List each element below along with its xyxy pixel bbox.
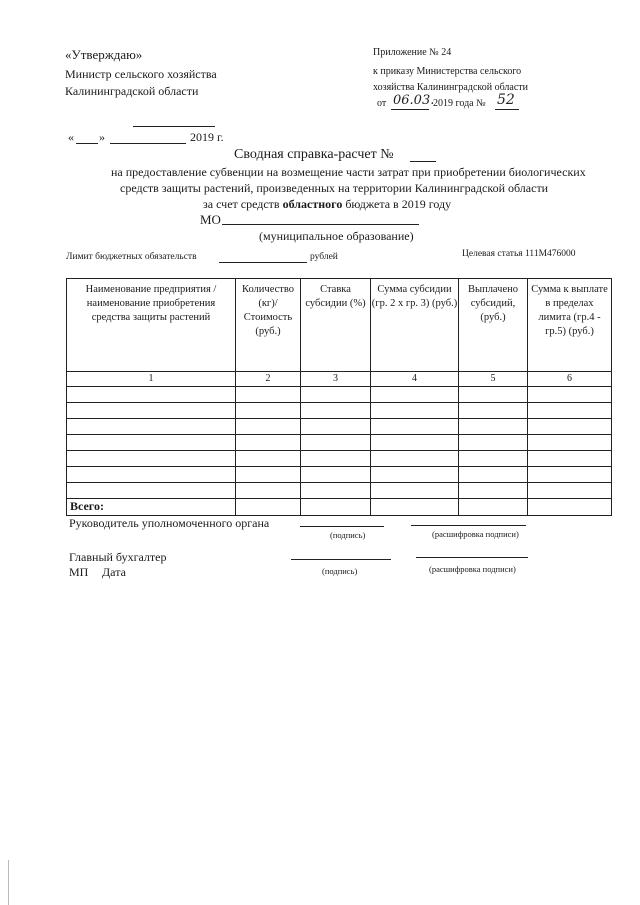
col-number: 1	[67, 372, 236, 387]
table-cell[interactable]	[371, 483, 459, 499]
table-header-row	[67, 279, 612, 372]
header-col-2: Количество (кг)/ Стоимость (руб.)	[236, 279, 301, 372]
table-cell[interactable]	[236, 499, 301, 516]
table-cell[interactable]	[528, 419, 612, 435]
scan-edge-mark	[8, 860, 9, 905]
title-sub3: за счет средств областного бюджета в 2019 году	[203, 197, 452, 211]
table-cell[interactable]	[528, 499, 612, 516]
mo-label: МО	[200, 212, 221, 227]
chief-decode-line	[416, 557, 528, 558]
table-cell[interactable]	[236, 467, 301, 483]
page-title: Сводная справка-расчет №	[234, 147, 394, 162]
table-cell[interactable]	[301, 387, 371, 403]
chief-sign-caption: (подпись)	[322, 566, 358, 576]
table-row	[67, 403, 612, 419]
table-cell[interactable]	[459, 403, 528, 419]
table-row	[67, 419, 612, 435]
chief-signature-line	[291, 559, 391, 560]
table-cell[interactable]	[528, 435, 612, 451]
stamp-label: МП	[69, 565, 89, 579]
limit-unit: рублей	[310, 252, 338, 262]
col-number: 4	[371, 372, 459, 387]
title-sub2: средств защиты растений, произведенных на территории Калининградской области	[120, 181, 549, 195]
signature-line-minister	[133, 126, 215, 127]
date-quote-close: »	[99, 130, 105, 144]
table-cell[interactable]	[67, 467, 236, 483]
table-cell[interactable]	[67, 419, 236, 435]
calculation-table	[66, 278, 612, 516]
head-decode-line	[411, 525, 526, 526]
table-cell[interactable]	[67, 451, 236, 467]
table-cell[interactable]	[301, 499, 371, 516]
date-day-line	[76, 143, 98, 144]
appendix-date-prefix: от	[377, 98, 387, 109]
table-row	[67, 467, 612, 483]
table-cell[interactable]	[236, 451, 301, 467]
col-number: 5	[459, 372, 528, 387]
chief-decode-caption: (расшифровка подписи)	[429, 564, 516, 574]
table-cell[interactable]	[301, 483, 371, 499]
table-cell[interactable]	[459, 499, 528, 516]
table-cell[interactable]	[236, 435, 301, 451]
table-cell[interactable]	[459, 467, 528, 483]
appendix-number-line	[495, 109, 519, 110]
table-row	[67, 435, 612, 451]
appendix-line1: Приложение № 24	[373, 47, 452, 58]
title-sub1: на предоставление субвенции на возмещение части затрат при приобретении биологических	[111, 165, 586, 179]
target-article: Целевая статья 111М476000	[462, 249, 576, 259]
table-cell[interactable]	[371, 403, 459, 419]
table-cell[interactable]	[236, 419, 301, 435]
appendix-line3: хозяйства Калининградской области	[373, 82, 529, 93]
column-number-row	[67, 372, 612, 387]
appendix-date-line	[391, 109, 429, 110]
table-cell[interactable]	[301, 419, 371, 435]
table-cell[interactable]	[371, 451, 459, 467]
title-number-line	[410, 161, 436, 162]
table-cell[interactable]	[371, 387, 459, 403]
chief-accountant-label: Главный бухгалтер	[69, 550, 167, 564]
header-col-6: Сумма к выплате в пределах лимита (гр.4 - гр.5) (руб.)	[528, 279, 612, 372]
approve-line2: Калининградской области	[65, 84, 199, 98]
header-col-1: Наименование предприятия / наименование приобретения средства защиты растений	[67, 279, 236, 372]
head-sign-caption: (подпись)	[330, 530, 366, 540]
table-cell[interactable]	[528, 451, 612, 467]
head-label: Руководитель уполномоченного органа	[69, 516, 270, 530]
table-cell[interactable]	[459, 451, 528, 467]
date-quote-open: «	[68, 130, 74, 144]
table-row	[67, 483, 612, 499]
total-label: Всего:	[67, 499, 236, 516]
table-cell[interactable]	[236, 483, 301, 499]
table-cell[interactable]	[528, 467, 612, 483]
head-signature-line	[300, 526, 384, 527]
table-row	[67, 451, 612, 467]
table-cell[interactable]	[371, 435, 459, 451]
table-cell[interactable]	[371, 499, 459, 516]
table-cell[interactable]	[67, 435, 236, 451]
table-cell[interactable]	[528, 403, 612, 419]
mo-line	[222, 224, 419, 225]
table-cell[interactable]	[371, 467, 459, 483]
table-row	[67, 387, 612, 403]
approve-line1: Министр сельского хозяйства	[65, 67, 217, 81]
appendix-date-mid: 2019 года №	[433, 98, 486, 109]
table-cell[interactable]	[371, 419, 459, 435]
table-cell[interactable]	[301, 435, 371, 451]
limit-line	[219, 262, 307, 263]
table-cell[interactable]	[67, 483, 236, 499]
mo-caption: (муниципальное образование)	[259, 229, 414, 243]
header-col-5: Выплачено субсидий, (руб.)	[459, 279, 528, 372]
table-cell[interactable]	[528, 387, 612, 403]
table-cell[interactable]	[459, 483, 528, 499]
col-number: 3	[301, 372, 371, 387]
date-label: Дата	[102, 565, 126, 579]
table-cell[interactable]	[67, 403, 236, 419]
col-number: 2	[236, 372, 301, 387]
head-decode-caption: (расшифровка подписи)	[432, 529, 519, 539]
limit-label: Лимит бюджетных обязательств	[66, 252, 197, 262]
table-cell[interactable]	[236, 387, 301, 403]
table-cell[interactable]	[301, 467, 371, 483]
appendix-date-handwritten: 06.03.	[393, 93, 435, 108]
table-cell[interactable]	[459, 387, 528, 403]
table-cell[interactable]	[301, 451, 371, 467]
date-year: 2019 г.	[190, 130, 224, 144]
header-col-4: Сумма субсидии (гр. 2 х гр. 3) (руб.)	[371, 279, 459, 372]
date-month-line	[110, 143, 186, 144]
table-cell[interactable]	[459, 435, 528, 451]
col-number: 6	[528, 372, 612, 387]
appendix-line2: к приказу Министерства сельского	[373, 66, 522, 77]
appendix-number-handwritten: 52	[497, 92, 515, 108]
table-cell[interactable]	[236, 403, 301, 419]
table-cell[interactable]	[528, 483, 612, 499]
table-cell[interactable]	[459, 419, 528, 435]
table-cell[interactable]	[67, 387, 236, 403]
approve-title: «Утверждаю»	[65, 47, 143, 62]
header-col-3: Ставка субсидии (%)	[301, 279, 371, 372]
table-cell[interactable]	[301, 403, 371, 419]
total-row	[67, 499, 612, 516]
